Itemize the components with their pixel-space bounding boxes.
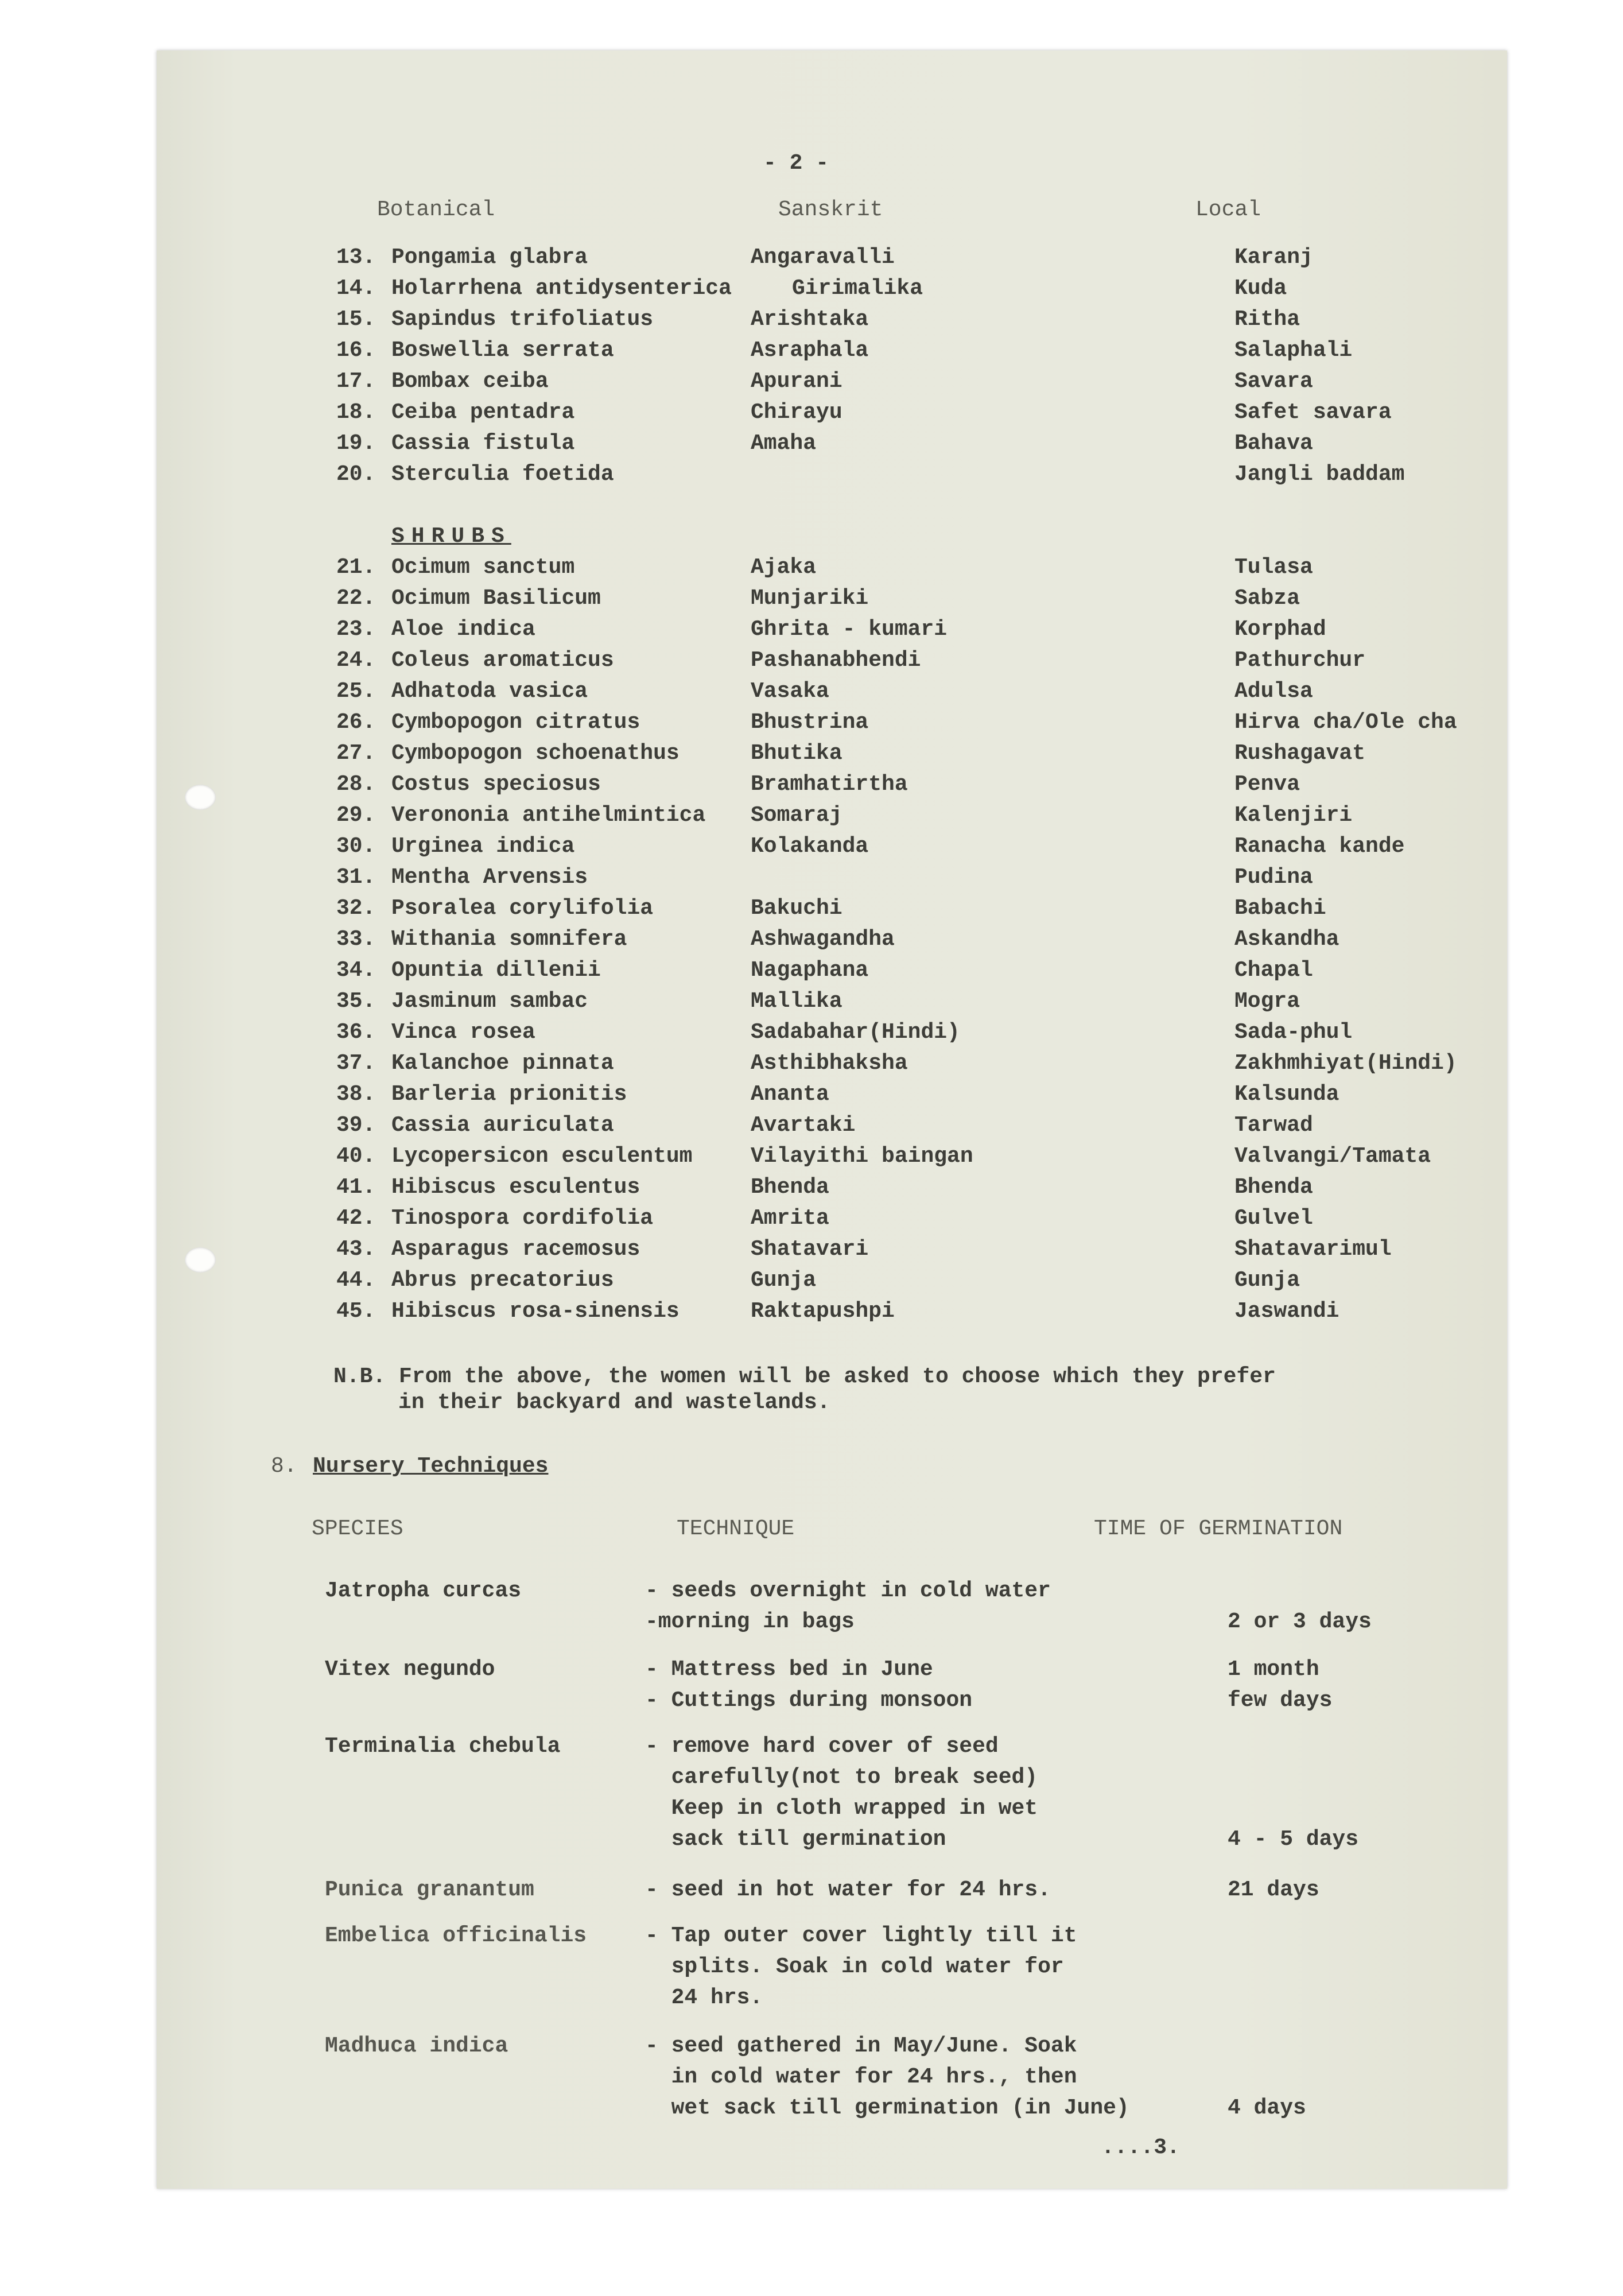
botanical-name: Cymbopogon citratus [391,710,640,735]
germination-time-cell [1228,1576,1372,1638]
germination-time-cell [1228,1654,1332,1716]
sanskrit-name: Asraphala [751,338,869,363]
local-name: Ranacha kande [1234,834,1405,859]
technique-line: wet sack till germination (in June) [645,2096,1129,2120]
continuation-marker: ....3. [1101,2135,1180,2160]
row-number: 39. [336,1113,376,1138]
row-number: 19. [336,431,376,456]
sanskrit-name: Amaha [751,431,817,456]
sanskrit-name: Bhenda [751,1175,829,1200]
botanical-name: Bombax ceiba [391,369,549,394]
local-name: Sabza [1234,586,1300,611]
botanical-name: Pongamia glabra [391,245,588,270]
botanical-name: Kalanchoe pinnata [391,1051,614,1076]
row-number: 20. [336,462,376,487]
row-number: 36. [336,1020,376,1045]
local-name: Pathurchur [1234,648,1366,673]
table-row [0,335,1623,366]
germination-time: few days [1228,1688,1333,1713]
table-row [0,1048,1623,1079]
sanskrit-name: Ajaka [751,555,817,580]
table-row [0,738,1623,769]
technique-line: in cold water for 24 hrs., then [645,2065,1077,2089]
table-row [0,1234,1623,1265]
botanical-name: Adhatoda vasica [391,679,588,704]
botanical-name: Sapindus trifoliatus [391,307,654,332]
local-name: Salaphali [1234,338,1353,363]
technique-line: - seed gathered in May/June. Soak [645,2034,1077,2058]
sanskrit-name: Asthibhaksha [751,1051,908,1076]
local-name: Kalsunda [1234,1082,1339,1107]
sanskrit-name: Vilayithi baingan [751,1144,973,1169]
botanical-name: Abrus precatorius [391,1268,614,1293]
row-number: 24. [336,648,376,673]
technique-cell [645,1731,1038,1855]
local-name: Karanj [1234,245,1313,270]
germination-time-cell [1228,2031,1306,2124]
botanical-name: Jasminum sambac [391,989,588,1014]
sanskrit-name: Bakuchi [751,896,842,921]
technique-cell [645,1921,1077,2014]
local-name: Ritha [1234,307,1300,332]
row-number: 22. [336,586,376,611]
row-number: 17. [336,369,376,394]
table-row [0,397,1623,428]
botanical-name: Coleus aromaticus [391,648,614,673]
column-header-botanical: Botanical [377,197,495,222]
row-number: 37. [336,1051,376,1076]
local-name: Pudina [1234,865,1313,890]
botanical-name: Sterculia foetida [391,462,614,487]
table-row [0,1203,1623,1234]
botanical-name: Tinospora cordifolia [391,1206,654,1231]
germination-time [1228,2062,1306,2093]
botanical-name: Cymbopogon schoenathus [391,741,680,766]
local-name: Askandha [1234,927,1339,952]
germination-time-cell [1228,1731,1358,1855]
technique-cell [645,2031,1129,2124]
sanskrit-name: Ashwagandha [751,927,895,952]
technique-line: 24 hrs. [645,1985,763,2010]
local-name: Zakhmhiyat(Hindi) [1234,1051,1457,1076]
sanskrit-name: Bramhatirtha [751,772,908,797]
local-name: Savara [1234,369,1313,394]
sanskrit-name: Nagaphana [751,958,869,983]
botanical-name: Verononia antihelmintica [391,803,706,828]
technique-cell [645,1576,1051,1638]
technique-cell [645,1654,972,1716]
row-number: 27. [336,741,376,766]
row-number: 44. [336,1268,376,1293]
sanskrit-name: Sadabahar(Hindi) [751,1020,960,1045]
botanical-name: Costus speciosus [391,772,601,797]
table-row [0,614,1623,645]
table-row [0,273,1623,304]
row-number: 38. [336,1082,376,1107]
local-name: Jangli baddam [1234,462,1405,487]
spacer [0,490,1623,521]
sanskrit-name: Mallika [751,989,842,1014]
row-number: 21. [336,555,376,580]
botanical-name: Barleria prionitis [391,1082,627,1107]
technique-line: - Cuttings during monsoon [645,1688,973,1713]
table-row [0,459,1623,490]
sanskrit-name: Raktapushpi [751,1299,895,1324]
local-name: Safet savara [1234,400,1392,425]
species-name: Vitex negundo [325,1657,495,1682]
column-header-species: SPECIES [312,1517,403,1541]
row-number: 28. [336,772,376,797]
table-row [0,800,1623,831]
botanical-name: Mentha Arvensis [391,865,588,890]
row-number: 41. [336,1175,376,1200]
section-title: Nursery Techniques [313,1454,549,1479]
technique-cell [645,1875,1051,1906]
germination-time [1228,1576,1372,1607]
table-row [0,924,1623,955]
row-number: 29. [336,803,376,828]
row-number: 23. [336,617,376,642]
table-row [0,1265,1623,1296]
table-row [0,707,1623,738]
technique-line: - seeds overnight in cold water [645,1578,1051,1603]
plant-list [0,242,1623,1327]
row-number: 45. [336,1299,376,1324]
sanskrit-name: Apurani [751,369,842,394]
local-name: Chapal [1234,958,1313,983]
sanskrit-name: Amrita [751,1206,829,1231]
table-row [0,366,1623,397]
botanical-name: Urginea indica [391,834,575,859]
sanskrit-name: Munjariki [751,586,869,611]
table-row [0,1017,1623,1048]
technique-line: carefully(not to break seed) [645,1765,1038,1790]
section-number: 8. [271,1454,297,1479]
row-number: 26. [336,710,376,735]
sanskrit-name: Somaraj [751,803,842,828]
botanical-name: Withania somnifera [391,927,627,952]
sanskrit-name: Ananta [751,1082,829,1107]
germination-time: 4 days [1228,2096,1306,2120]
botanical-name: Ocimum Basilicum [391,586,601,611]
table-row [0,583,1623,614]
row-number: 30. [336,834,376,859]
botanical-name: Cassia auriculata [391,1113,614,1138]
species-name: Terminalia chebula [325,1734,561,1759]
note-line-1: N.B. From the above, the women will be asked to choose which they prefer [333,1364,1276,1389]
table-row [0,242,1623,273]
table-row [0,1141,1623,1172]
table-row [0,552,1623,583]
technique-line: -morning in bags [645,1609,855,1634]
germination-time [1228,1793,1358,1824]
table-row [0,1079,1623,1110]
local-name: Tulasa [1234,555,1313,580]
sanskrit-name: Arishtaka [751,307,869,332]
sanskrit-name: Gunja [751,1268,817,1293]
row-number: 35. [336,989,376,1014]
sanskrit-name: Bhustrina [751,710,869,735]
table-row [0,769,1623,800]
shrubs-heading: SHRUBS [391,524,511,549]
local-name: Bahava [1234,431,1313,456]
row-number: 34. [336,958,376,983]
germination-time: 21 days [1228,1878,1319,1902]
sanskrit-name: Avartaki [751,1113,856,1138]
row-number: 16. [336,338,376,363]
local-name: Gulvel [1234,1206,1313,1231]
technique-line: - Mattress bed in June [645,1657,933,1682]
local-name: Gunja [1234,1268,1300,1293]
table-row [0,893,1623,924]
sanskrit-name: Ghrita - kumari [751,617,948,642]
page-number: - 2 - [763,151,829,176]
sanskrit-name: Angaravalli [751,245,895,270]
botanical-name: Ceiba pentadra [391,400,575,425]
table-row [0,645,1623,676]
local-name: Sada-phul [1234,1020,1353,1045]
table-row [0,986,1623,1017]
germination-time: 1 month [1228,1657,1319,1682]
germination-time: 4 - 5 days [1228,1827,1359,1852]
column-header-time: TIME OF GERMINATION [1094,1517,1343,1541]
row-number: 31. [336,865,376,890]
sanskrit-name: Bhutika [751,741,842,766]
local-name: Bhenda [1234,1175,1313,1200]
table-row [0,1172,1623,1203]
column-header-sanskrit: Sanskrit [778,197,883,222]
botanical-name: Vinca rosea [391,1020,535,1045]
botanical-name: Aloe indica [391,617,535,642]
row-number: 25. [336,679,376,704]
row-number: 13. [336,245,376,270]
sanskrit-name: Girimalika [792,276,923,301]
column-header-local: Local [1195,197,1261,222]
germination-time-cell [1228,1875,1319,1906]
local-name: Rushagavat [1234,741,1366,766]
technique-line: splits. Soak in cold water for [645,1954,1064,1979]
species-name: Madhuca indica [325,2034,508,2058]
table-row [0,862,1623,893]
botanical-name: Psoralea corylifolia [391,896,654,921]
table-row [0,955,1623,986]
botanical-name: Lycopersicon esculentum [391,1144,693,1169]
table-row [0,676,1623,707]
species-name: Punica granantum [325,1878,534,1902]
row-number: 40. [336,1144,376,1169]
botanical-name: Ocimum sanctum [391,555,575,580]
botanical-name: Hibiscus rosa-sinensis [391,1299,680,1324]
table-row [0,1110,1623,1141]
technique-line: - remove hard cover of seed [645,1734,999,1759]
sanskrit-name: Shatavari [751,1237,869,1262]
table-row [0,304,1623,335]
local-name: Kuda [1234,276,1287,301]
note-line-2: in their backyard and wastelands. [398,1390,830,1415]
botanical-name: Opuntia dillenii [391,958,601,983]
table-row [0,1296,1623,1327]
botanical-name: Holarrhena antidysenterica [391,276,732,301]
sanskrit-name: Vasaka [751,679,829,704]
row-number: 33. [336,927,376,952]
table-row [0,831,1623,862]
row-number: 43. [336,1237,376,1262]
sanskrit-name: Pashanabhendi [751,648,921,673]
germination-time [1228,1731,1358,1762]
germination-time [1228,1762,1358,1793]
sanskrit-name: Chirayu [751,400,842,425]
local-name: Babachi [1234,896,1326,921]
technique-line: sack till germination [645,1827,946,1852]
row-number: 42. [336,1206,376,1231]
row-number: 32. [336,896,376,921]
local-name: Hirva cha/Ole cha [1234,710,1457,735]
germination-time: 2 or 3 days [1228,1609,1372,1634]
local-name: Mogra [1234,989,1300,1014]
local-name: Adulsa [1234,679,1313,704]
technique-line: Keep in cloth wrapped in wet [645,1796,1038,1821]
local-name: Jaswandi [1234,1299,1339,1324]
local-name: Tarwad [1234,1113,1313,1138]
local-name: Kalenjiri [1234,803,1353,828]
technique-line: - seed in hot water for 24 hrs. [645,1878,1051,1902]
row-number: 14. [336,276,376,301]
sanskrit-name: Kolakanda [751,834,869,859]
species-name: Jatropha curcas [325,1578,522,1603]
botanical-name: Hibiscus esculentus [391,1175,640,1200]
species-name: Embelica officinalis [325,1923,587,1948]
local-name: Penva [1234,772,1300,797]
shrubs-heading-row [0,521,1623,552]
local-name: Valvangi/Tamata [1234,1144,1431,1169]
row-number: 18. [336,400,376,425]
botanical-name: Asparagus racemosus [391,1237,640,1262]
germination-time [1228,2031,1306,2062]
table-row [0,428,1623,459]
local-name: Korphad [1234,617,1326,642]
botanical-name: Boswellia serrata [391,338,614,363]
technique-line: - Tap outer cover lightly till it [645,1923,1077,1948]
row-number: 15. [336,307,376,332]
column-header-technique: TECHNIQUE [677,1517,795,1541]
botanical-name: Cassia fistula [391,431,575,456]
local-name: Shatavarimul [1234,1237,1392,1262]
